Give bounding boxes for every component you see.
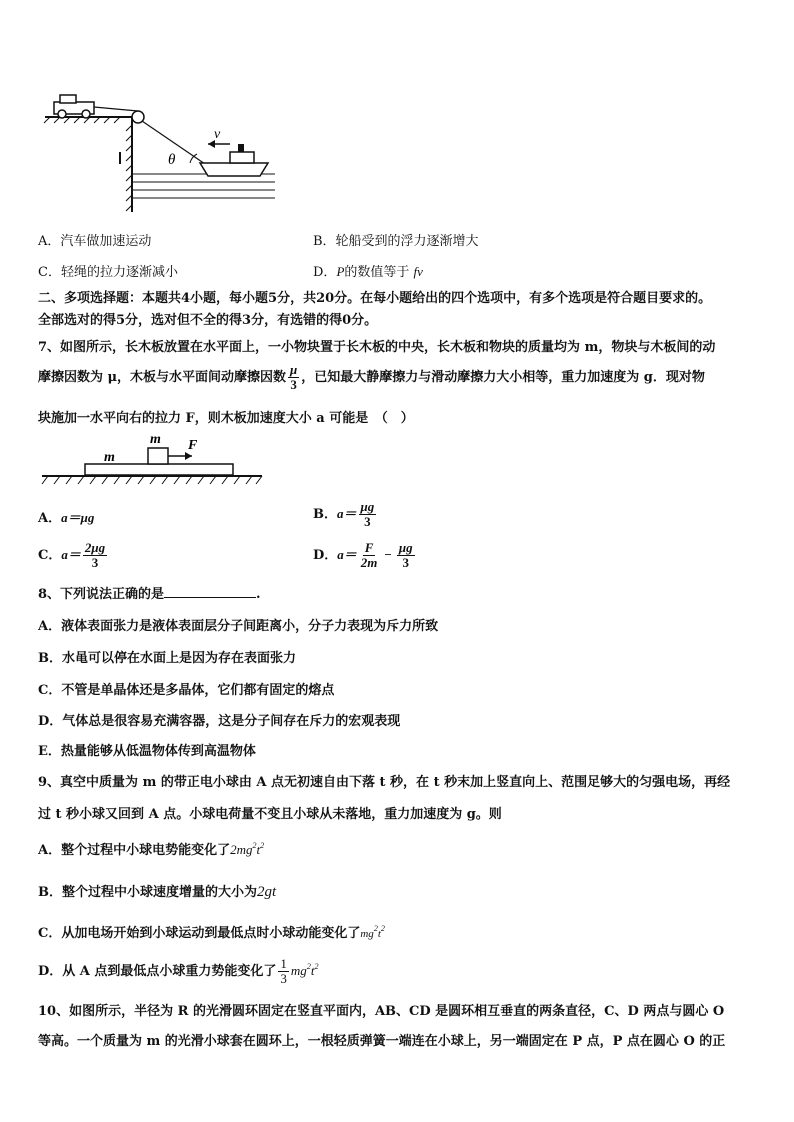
q9-line1: 9、真空中质量为 m 的带正电小球由 A 点无初速自由下落 t 秒，在 t 秒末加上竖直向上、范围足够大的匀强电场，再经 bbox=[38, 775, 731, 790]
q7-option-d-lhs: a＝ bbox=[337, 547, 357, 562]
q7-option-c-num: 2μg bbox=[84, 540, 106, 555]
q7-option-d-frac1 bbox=[359, 541, 380, 570]
q7-line2b: ，已知最大静摩擦力与滑动摩擦力大小相等，重力加速度为 g．现对物 bbox=[301, 370, 705, 385]
q6-option-d-prefix: D． bbox=[313, 265, 337, 280]
q10-line1: 10、如图所示，半径为 R 的光滑圆环固定在竖直平面内，AB、CD 是圆环相互垂直的两条直径，C、D 两点与圆心 O bbox=[38, 1004, 725, 1019]
q8-stem-text: 8、下列说法正确的是 bbox=[38, 587, 165, 602]
q7-option-d-den2: 3 bbox=[402, 555, 409, 570]
q7-line2a: 摩擦因数为 μ，木板与水平面间动摩擦因数 bbox=[38, 370, 287, 385]
q9-option-d-sup1: 2 bbox=[306, 962, 311, 971]
q9-option-b bbox=[38, 881, 276, 901]
q6-option-d-math: fv bbox=[413, 264, 423, 279]
q7-option-a-math: a＝μg bbox=[61, 510, 95, 525]
q7-figure bbox=[40, 428, 265, 496]
q7-line1: 7、如图所示，长木板放置在水平面上，一小物块置于长木板的中央，长木板和物块的质量均为 m，物块与木板间的动 bbox=[38, 340, 716, 355]
q9-option-c bbox=[38, 922, 385, 941]
q7-f-label: F bbox=[188, 438, 198, 453]
q8-option-d: D．气体总是很容易充满容器，这是分子间存在斥力的宏观表现 bbox=[38, 714, 401, 729]
car-icon bbox=[54, 95, 94, 118]
q9-option-c-mg: mg bbox=[360, 928, 374, 940]
q7-option-b-prefix: B． bbox=[313, 507, 337, 522]
q9-option-d-t: t bbox=[310, 963, 315, 978]
q9-option-c-sup2: 2 bbox=[380, 924, 385, 933]
q9-option-d-sup2: 2 bbox=[314, 962, 319, 971]
q7-option-d-den1: 2m bbox=[360, 555, 378, 570]
q8-stem-end: . bbox=[256, 587, 261, 602]
q8-option-a: A．液体表面张力是液体表面层分子间距离小，分子力表现为斥力所致 bbox=[38, 619, 439, 634]
section2-line2: 全部选对的得5分，选对但不全的得3分，有选错的得0分。 bbox=[38, 313, 378, 328]
q8-option-e: E．热量能够从低温物体传到高温物体 bbox=[38, 744, 256, 759]
q7-option-a bbox=[38, 507, 94, 526]
q9-option-a-text: A．整个过程中小球电势能变化了 bbox=[38, 843, 231, 858]
q9-option-b-text: B．整个过程中小球速度增量的大小为 bbox=[38, 885, 257, 900]
q7-option-d-num1: F bbox=[364, 540, 374, 555]
q9-option-c-t: t bbox=[377, 928, 381, 940]
section2-line1: 二、多项选择题：本题共4小题，每小题5分，共20分。在每小题给出的四个选项中，有多个选项是符合题目要求的。 bbox=[38, 291, 712, 306]
q6-option-d bbox=[313, 261, 423, 280]
q7-option-d-minus: − bbox=[384, 547, 392, 562]
q7-option-d-num2: μg bbox=[398, 540, 413, 555]
q7-option-a-prefix: A． bbox=[38, 511, 62, 526]
q6-theta-label: θ bbox=[168, 152, 176, 168]
q9-option-d-den: 3 bbox=[280, 971, 287, 986]
q9-option-d bbox=[38, 950, 318, 989]
q7-board-m-label: m bbox=[104, 450, 115, 465]
q9-line2: 过 t 秒小球又回到 A 点。小球电荷量不变且小球从未落地，重力加速度为 g。则 bbox=[38, 807, 502, 822]
q9-option-c-math bbox=[360, 924, 385, 940]
q8-stem bbox=[38, 583, 261, 602]
q7-frac-den: 3 bbox=[290, 377, 297, 392]
q7-option-c-den: 3 bbox=[91, 555, 99, 570]
q9-option-a-t: t bbox=[256, 842, 261, 857]
q9-option-c-sup1: 2 bbox=[373, 924, 378, 933]
q6-v-label: v bbox=[214, 127, 221, 142]
q9-option-a-sup1: 2 bbox=[252, 841, 257, 850]
q6-option-d-text: 的数值等于 bbox=[344, 265, 410, 280]
q7-option-b-lhs: a＝ bbox=[337, 506, 357, 521]
q7-option-b-num: μg bbox=[360, 499, 375, 514]
q9-option-d-mg: mg bbox=[290, 963, 307, 978]
q9-option-a-math bbox=[230, 842, 264, 857]
q7-option-b-frac bbox=[359, 500, 377, 529]
q9-option-a bbox=[38, 839, 264, 858]
q6-option-c: C．轻绳的拉力逐渐减小 bbox=[38, 265, 178, 280]
q6-option-d-p: P bbox=[336, 264, 345, 279]
q9-option-d-text: D．从 A 点到最低点小球重力势能变化了 bbox=[38, 964, 277, 979]
q7-block-m-label: m bbox=[150, 432, 161, 447]
q6-figure bbox=[40, 90, 280, 220]
q9-option-a-sup2: 2 bbox=[260, 841, 265, 850]
q8-option-c: C．不管是单晶体还是多晶体，它们都有固定的熔点 bbox=[38, 683, 335, 698]
q7-option-d bbox=[313, 538, 417, 573]
q7-option-d-prefix: D． bbox=[313, 548, 338, 563]
q7-frac-num: μ bbox=[290, 362, 298, 377]
q9-option-d-frac bbox=[278, 957, 289, 986]
q10-line2: 等高。一个质量为 m 的光滑小球套在圆环上，一根轻质弹簧一端连在小球上，另一端固定在 P 点，P 点在圆心 O 的正 bbox=[38, 1034, 726, 1049]
q7-option-c-prefix: C． bbox=[38, 548, 62, 563]
boat-icon bbox=[200, 144, 268, 176]
q9-option-c-text: C．从加电场开始到小球运动到最低点时小球动能变化了 bbox=[38, 926, 361, 941]
q7-option-c-frac bbox=[83, 541, 107, 570]
q7-line3: 块施加一水平向右的拉力 F，则木板加速度大小 a 可能是 （ ） bbox=[38, 411, 414, 426]
q7-option-b-den: 3 bbox=[364, 514, 371, 529]
q7-frac bbox=[288, 363, 299, 392]
q8-option-b: B．水黾可以停在水面上是因为存在表面张力 bbox=[38, 651, 296, 666]
q9-option-a-mg: 2mg bbox=[230, 842, 253, 857]
q7-option-d-frac2 bbox=[397, 541, 415, 570]
q7-option-b bbox=[313, 497, 378, 532]
q6-option-b: B．轮船受到的浮力逐渐增大 bbox=[313, 234, 479, 249]
q7-option-c-lhs: a＝ bbox=[61, 547, 81, 562]
q8-answer-blank bbox=[164, 585, 256, 598]
q9-option-d-num: 1 bbox=[280, 956, 287, 971]
q9-option-d-math bbox=[291, 963, 319, 978]
q7-option-c bbox=[38, 538, 109, 573]
q9-option-b-math: 2gt bbox=[257, 884, 277, 900]
q7-line2 bbox=[38, 360, 705, 396]
q6-option-a: A．汽车做加速运动 bbox=[38, 234, 152, 249]
